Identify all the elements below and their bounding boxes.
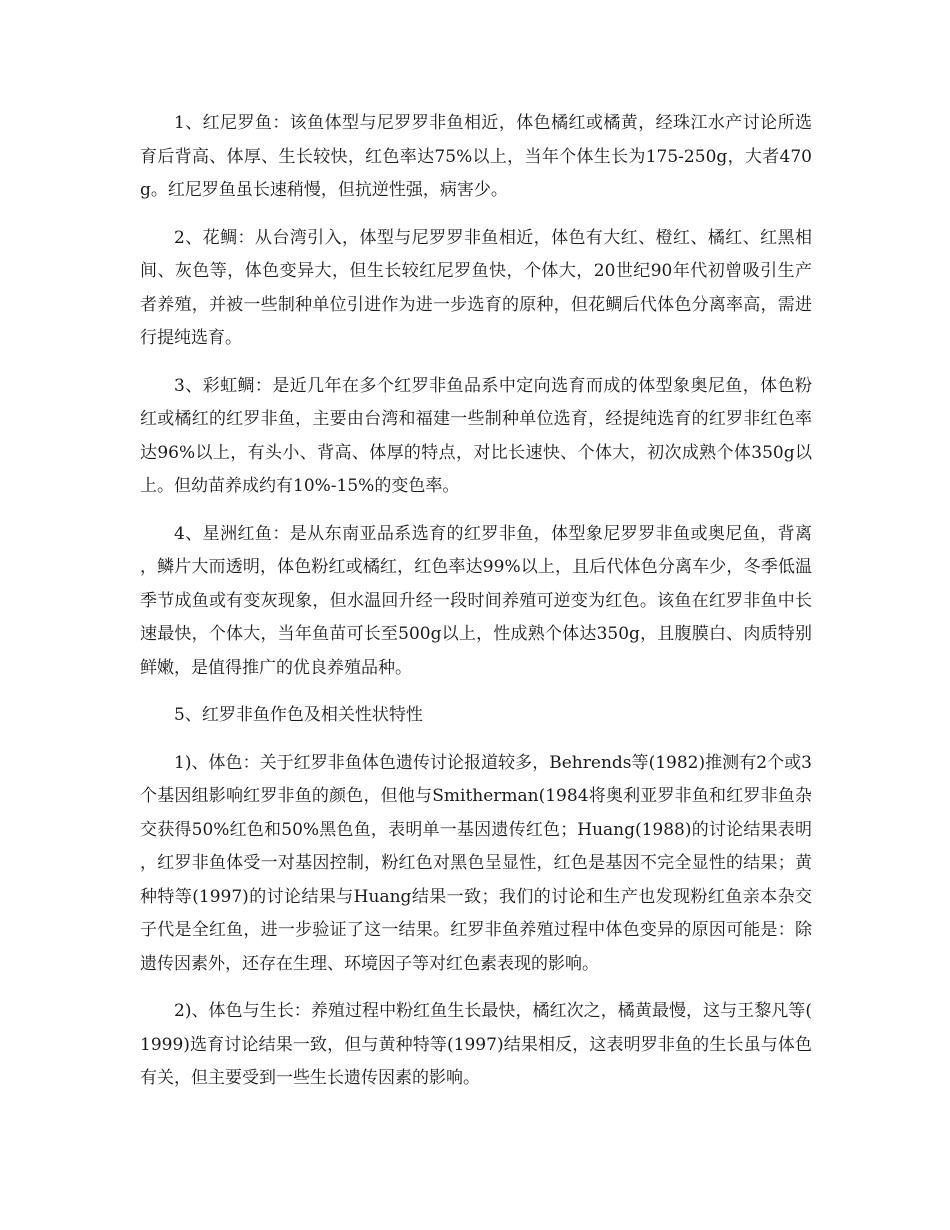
paragraph-rainbow-diao: 3、彩虹鲷：是近几年在多个红罗非鱼品系中定向选育而成的体型象奥尼鱼，体色粉红或橘红的红罗非鱼，主要由台湾和福建一些制种单位选育，经提纯选育的红罗非红色率达96%以上，有头小、背高、体厚的特点，对比长速快、个体大，初次成熟个体350g以上。但幼苗养成约有10%-15%的变色率。 xyxy=(140,375,812,496)
section-heading-color-traits: 5、红罗非鱼作色及相关性状特性 xyxy=(174,705,423,725)
paragraph-body-color: 1)、体色：关于红罗非鱼体色遗传讨论报道较多，Behrends等(1982)推测有2个或3个基因组影响红罗非鱼的颜色，但他与Smitherman(1984将奥利亚罗非鱼和红罗非鱼杂交获得50%红色和50%黑色鱼，表明单一基因遗传红色；Huang(1988)的讨论结果表明，红罗非鱼体受一对基因控制，粉红色对黑色呈显性，红色是基因不完全显性的结果；黄种特等(1997)的讨论结果与Huang结果一致；我们的讨论和生产也发现粉红鱼亲本杂交子代是全红鱼，进一步验证了这一结果。红罗非鱼养殖过程中体色变异的原因可能是：除遗传因素外，还存在生理、环境因子等对红色素表现的影响。 xyxy=(140,752,812,974)
paragraph-color-and-growth: 2)、体色与生长：养殖过程中粉红鱼生长最快，橘红次之，橘黄最慢，这与王黎凡等(1999)选育讨论结果一致，但与黄种特等(1997)结果相反，这表明罗非鱼的生长虽与体色有关，但主要受到一些生长遗传因素的影响。 xyxy=(140,1001,812,1088)
document-body xyxy=(140,107,812,1096)
paragraph-singapore-red: 4、星洲红鱼：是从东南亚品系选育的红罗非鱼，体型象尼罗罗非鱼或奥尼鱼，背离，鳞片大而透明，体色粉红或橘红，红色率达99%以上，且后代体色分离车少，冬季低温季节成鱼或有变灰现象，但水温回升经一段时间养殖可逆变为红色。该鱼在红罗非鱼中长速最快，个体大，当年鱼苗可长至500g以上，性成熟个体达350g，且腹膜白、肉质特别鲜嫩，是值得推广的优良养殖品种。 xyxy=(140,523,812,678)
paragraph-hua-diao: 2、花鲷：从台湾引入，体型与尼罗罗非鱼相近，体色有大红、橙红、橘红、红黑相间、灰色等，体色变异大，但生长较红尼罗鱼快，个体大，20世纪90年代初曾吸引生产者养殖，并被一些制种单位引进作为进一步选育的原种，但花鲷后代体色分离率高，需进行提纯选育。 xyxy=(140,227,812,348)
paragraph-red-nile-tilapia: 1、红尼罗鱼：该鱼体型与尼罗罗非鱼相近，体色橘红或橘黄，经珠江水产讨论所选育后背高、体厚、生长较快，红色率达75%以上，当年个体生长为175-250g，大者470g。红尼罗鱼虽长速稍慢，但抗逆性强，病害少。 xyxy=(140,113,812,200)
